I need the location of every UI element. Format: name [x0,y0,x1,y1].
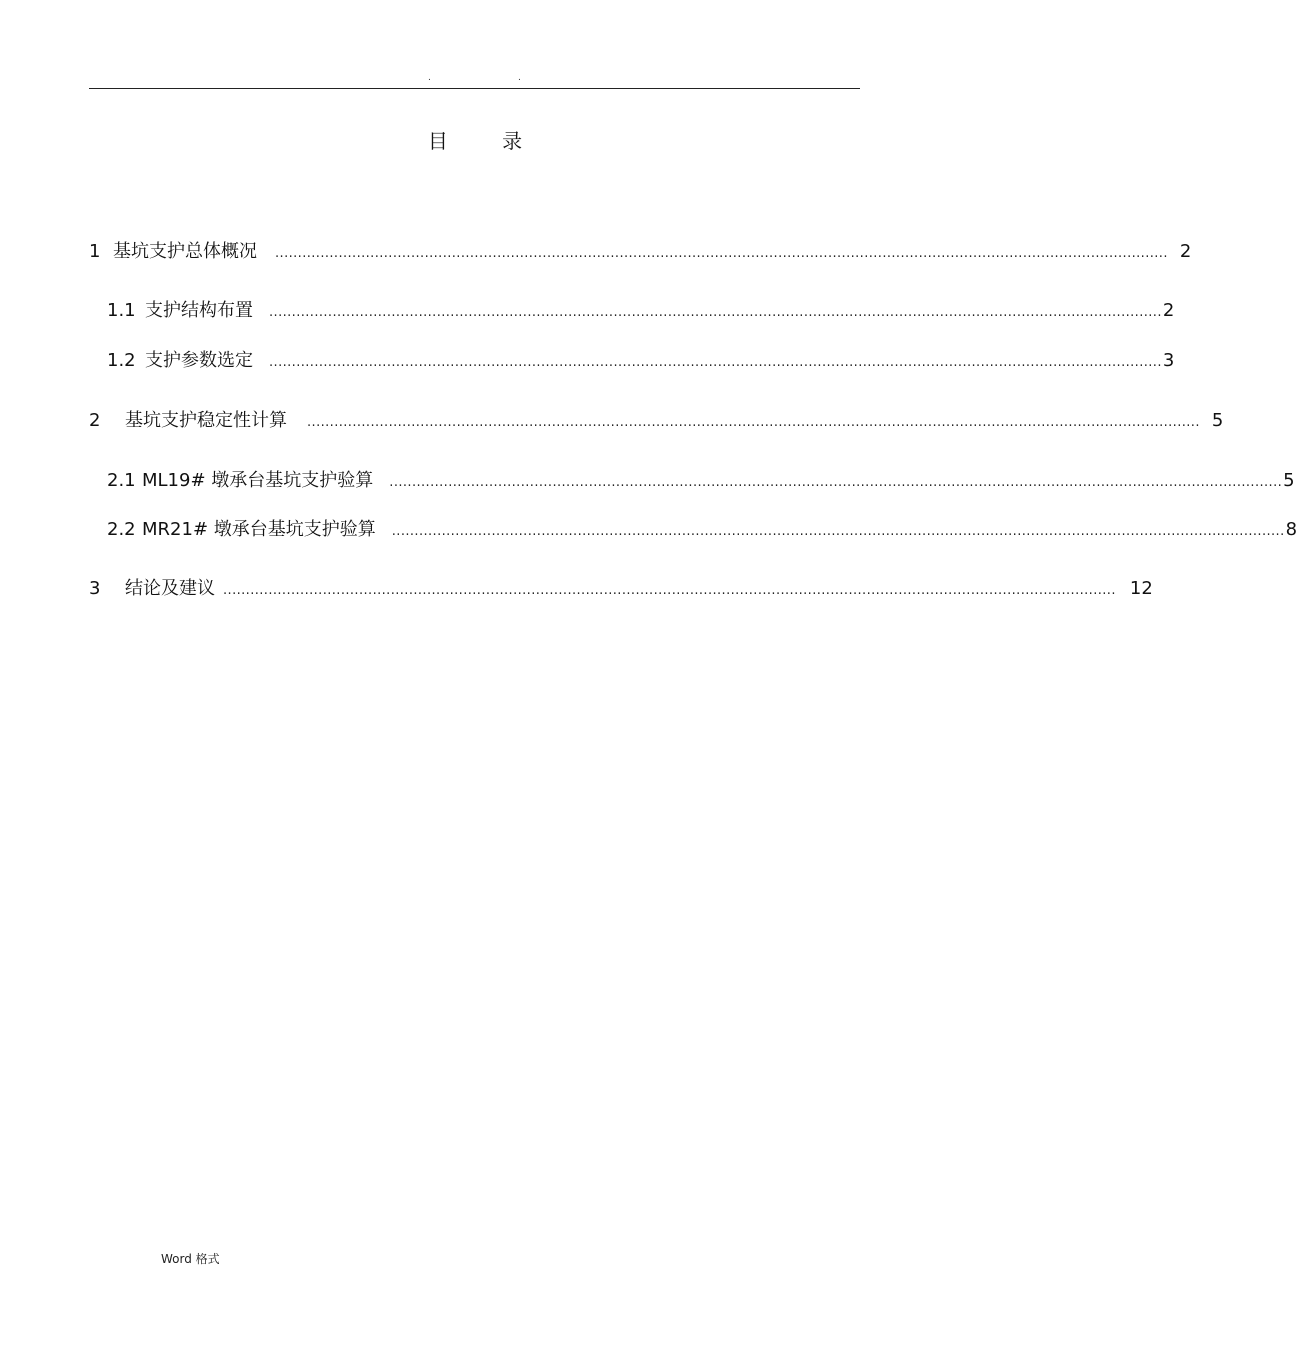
toc-entry-page: 5 [1211,410,1224,431]
toc-entry-page: 2 [1179,241,1192,262]
toc-leader: ..................................................................................................................................................................................................... [223,583,1116,598]
toc-entry[interactable] [89,240,1192,266]
toc-entry-number: 2.1 [107,470,136,491]
toc-entry[interactable] [107,349,1175,375]
toc-leader: ..................................................................................................................................................................................................... [275,246,1168,261]
toc-leader: ..................................................................................................................................................................................................... [391,524,1285,539]
toc-entry-number: 1 [89,241,101,262]
toc-entry-number: 2.2 [107,519,136,540]
toc-entry-text: 基坑支护总体概况 [113,241,257,262]
toc-entry-page: 3 [1162,350,1175,371]
toc-entry-text: 支护结构布置 [145,300,253,321]
toc-entry[interactable] [89,409,1224,435]
toc-entry-text: 支护参数选定 [145,350,253,371]
toc-entry[interactable] [107,299,1175,325]
toc-entry-page: 5 [1283,470,1295,491]
toc-leader: ..................................................................................................................................................................................................... [269,355,1162,370]
toc-entry-text: 结论及建议 [125,578,215,599]
toc-entry-text: 基坑支护稳定性计算 [125,410,287,431]
toc-entry[interactable] [107,469,1295,495]
header-dot-right: . [518,73,521,83]
toc-entry-text: MR21# 墩承台基坑支护验算 [142,519,376,540]
toc-entry-page: 8 [1285,519,1297,540]
toc-leader: ..................................................................................................................................................................................................... [307,415,1200,430]
toc-entry-text: ML19# 墩承台基坑支护验算 [142,470,374,491]
toc-entry-page: 12 [1129,578,1153,599]
toc-title: 目 录 [427,129,547,153]
toc-leader: ..................................................................................................................................................................................................... [269,305,1162,320]
toc-entry-number: 1.2 [107,350,136,371]
header-rule [89,88,860,89]
header-dot-left: . [428,73,431,83]
toc-entry-number: 1.1 [107,300,136,321]
toc-entry[interactable] [107,518,1297,544]
footer-label: Word 格式 [161,1252,220,1266]
toc-entry[interactable] [89,577,1153,603]
toc-entry-number: 3 [89,578,101,599]
toc-entry-page: 2 [1162,300,1175,321]
toc-entry-number: 2 [89,410,101,431]
toc-leader: ..................................................................................................................................................................................................... [389,475,1283,490]
